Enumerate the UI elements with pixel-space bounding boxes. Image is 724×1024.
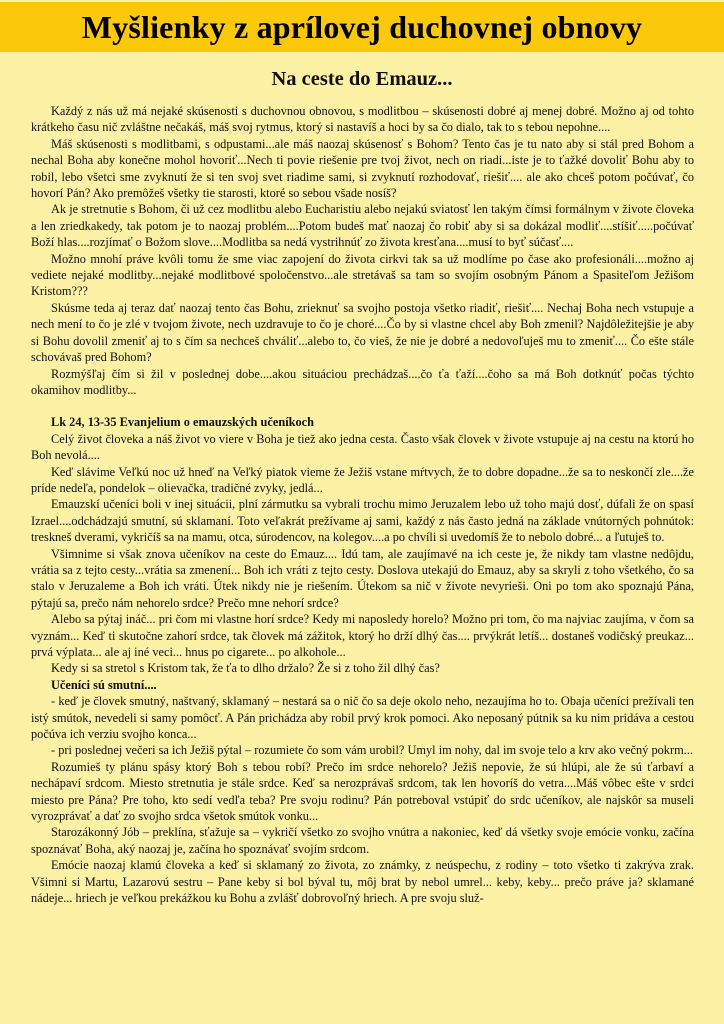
page-title: Myšlienky z aprílovej duchovnej obnovy (81, 8, 643, 45)
header-band (0, 2, 724, 52)
subheading: Učeníci sú smutní.... (51, 677, 157, 692)
paragraph: Každý z nás už má nejaké skúsenosti s duchovnou obnovou, s modlitbou – skúsenosti dobré aj menej dobré. Možno aj od tohto krátkeho času nič zvláštne nečakáš, máš svoj rytmus, ktorý si nastavíš a hoci by sa čo dialo, tak to s tebou nepohne.... (31, 104, 694, 135)
paragraph: Keď slávime Veľkú noc už hneď na Veľký piatok vieme že Ježiš vstane mŕtvych, že to dobre dopadne...že sa to neskončí zle....že príde nedeľa, pondelok – olievačka, tradičné zvyky, jedlá... (31, 464, 694, 495)
section-heading: Lk 24, 13-35 Evanjelium o emauzských učeníkoch (51, 415, 315, 430)
section-gap (31, 398, 694, 414)
paragraph: Rozumieš ty plánu spásy ktorý Boh s tebou robí? Prečo im srdce nehorelo? Ježiš nepovie, že sú hlúpi, ale že sú ťarbaví a nechápaví srdcom. Miesto stretnutia je stále srdce. Keď sa nerozprávaš srdcom, tak len hovoríš do vetra....Máš vôbec ešte v srdci miesto pre Pána? Pre toho, kto sedí vedľa teba? Pre svoju rodinu? Pán potreboval vstúpiť do srdc učeníkov, ale najskôr sa museli vyrozprávať a dať zo svojho srdca všetok smútok vonku... (31, 759, 694, 824)
paragraph: Kedy si sa stretol s Kristom tak, že ťa to dlho držalo? Že si z toho žil dlhý čas? (51, 661, 440, 676)
article-subtitle: Na ceste do Emauz... (271, 68, 453, 90)
paragraph: Možno mnohí práve kvôli tomu že sme viac zapojení do života cirkvi tak sa už modlíme po čase ako profesionáli....možno aj vediete nejaké modlitby...nejaké modlitbové spoločenstvo...ale stretávaš sa tam so svojím osobným Pánom a Spasiteľom Ježišom Kristom??? (31, 251, 694, 299)
article-body (0, 103, 724, 907)
paragraph: Celý život človeka a náš život vo viere v Boha je tiež ako jedna cesta. Často však človek v živote vstupuje aj na cestu na ktorú ho Boh nevolá.... (31, 431, 694, 463)
paragraph: Skúsme teda aj teraz dať naozaj tento čas Bohu, zrieknuť sa svojho postoja všetko riadiť, riešiť.... Nechaj Boha nech vstupuje a nech mení to čo je zlé v tvojom živote, nech uzdravuje to čo je choré....Čo by si vlastne chcel aby Boh zmenil? Najdôležitejšie je aby si Bohu dovolil zmeniť aj to s čím sa nechceš chváliť...alebo to, čo vieš, že nie je dobré a nedovoľuješ mu to zmeniť.... Čo ešte stále schovávaš pred Bohom? (31, 300, 694, 365)
paragraph: Všimnime si však znova učeníkov na ceste do Emauz.... Idú tam, ale zaujímavé na ich ceste je, že nikdy tam vlastne nedôjdu, vrátia sa z tejto cesty...vrátia sa zmenení... Boh ich vráti z tejto cesty. Doslova utekajú do Emauz, aby sa skryli z toho všetkého, čo sa stalo v Jeruzaleme a Boh ich vráti. Útek nikdy nie je riešením. Útekom sa nič v živote nevyrieši. Oni po tom ako spoznajú Pána, pýtajú sa, prečo nám nehorelo srdce? Prečo mne nehorí srdce? (31, 546, 694, 610)
paragraph: Máš skúsenosti s modlitbami, s odpustami...ale máš naozaj skúsenosť s Bohom? Tento čas je tu nato aby si stál pred Bohom a nechal Boha aby konečne mohol hovoriť...Nech ti povie riešenie pre tvoj život, nech on riadi...iste je to ťažké dovoliť Bohu aby to robil, lebo všetci sme zvyknutí že si ten svoj svet riadime sami, si zvyknutí rozhodovať, riešiť.... ale ako chceš potom počúvať, čo hovorí Pán? Ako premôžeš všetky tie starosti, ktoré so sebou všade nosíš? (31, 136, 694, 201)
paragraph: - pri poslednej večeri sa ich Ježiš pýtal – rozumiete čo som vám urobil? Umyl im nohy, dal im svoje telo a krv ako večný pokrm... (51, 743, 693, 758)
paragraph: Alebo sa pýtaj ináč... pri čom mi vlastne horí srdce? Kedy mi naposledy horelo? Možno pri tom, čo ma najviac zaujíma, v čom sa vyznám... Keď ti skutočne zahorí srdce, tak človek má zážitok, ktorý ho drží dlhý čas.... prvýkrát letíš... dostaneš vodičský preukaz... prvá výplata... ale aj iné veci... hnus po cigarete... po alkohole... (31, 612, 694, 659)
paragraph: Rozmýšľaj čím si žil v poslednej dobe....akou situáciou prechádzaš....čo ťa ťaží....čoho sa má Boh dotknúť počas týchto okamihov modlitby... (31, 366, 694, 397)
paragraph: Starozákonný Jób – preklína, sťažuje sa – vykričí všetko zo svojho vnútra a nakoniec, keď dá všetky svoje emócie vonku, začína spoznávať Boha, aký naozaj je, začína ho spoznávať svojím srdcom. (31, 825, 694, 856)
paragraph: Emauzskí učeníci boli v inej situácii, plní zármutku sa vybrali trochu mimo Jeruzalem lebo už toho majú dosť, dúfali že on spasí Izrael....odchádzajú smutní, sú sklamaní. Toto veľakrát prežívame aj sami, každý z nás často jedná na základe vnútorných pohnútok: treskneš dverami, vykričíš sa na mamu, otca, súrodencov, na kolegov....a po chvíli si uvedomíš že to nebolo dobré... a ľutuješ to. (31, 497, 694, 545)
paragraph: - keď je človek smutný, naštvaný, sklamaný – nestará sa o nič čo sa deje okolo neho, nezaujíma ho to. Obaja učeníci prežívali ten istý smútok, nevedeli si samy pomôcť. A Pán prichádza aby robil prvý krok pomoci. Ako neposaný pútnik sa ku nim pridáva a cestou počúva ich verziu svojho konca... (31, 694, 694, 742)
paragraph: Ak je stretnutie s Bohom, či už cez modlitbu alebo Eucharistiu alebo nejakú sviatosť len takým čímsi formálnym v živote človeka a len zriedkakedy, tak potom je to naozaj problém....Potom budeš mať naozaj čo robiť aby si sa dokázal modliť....stíšiť.....počúvať Boží hlas....rozjímať o Božom slove....Modlitba sa nedá vystrihnúť zo života kresťana....musí to byť súčasť.... (31, 202, 694, 250)
paragraph: Emócie naozaj klamú človeka a keď si sklamaný zo života, zo známky, z neúspechu, z rodiny – toto všetko ti zakrýva zrak. Všimni si Martu, Lazarovú sestru – Pane keby si bol býval tu, môj brat by nebol umrel... keby, keby... prečo práve ja? sklamané nádeje... hriech je veľkou prekážkou ku Bohu a zvlášť dobrovoľný hriech. A pre svoju služ- (31, 858, 694, 906)
